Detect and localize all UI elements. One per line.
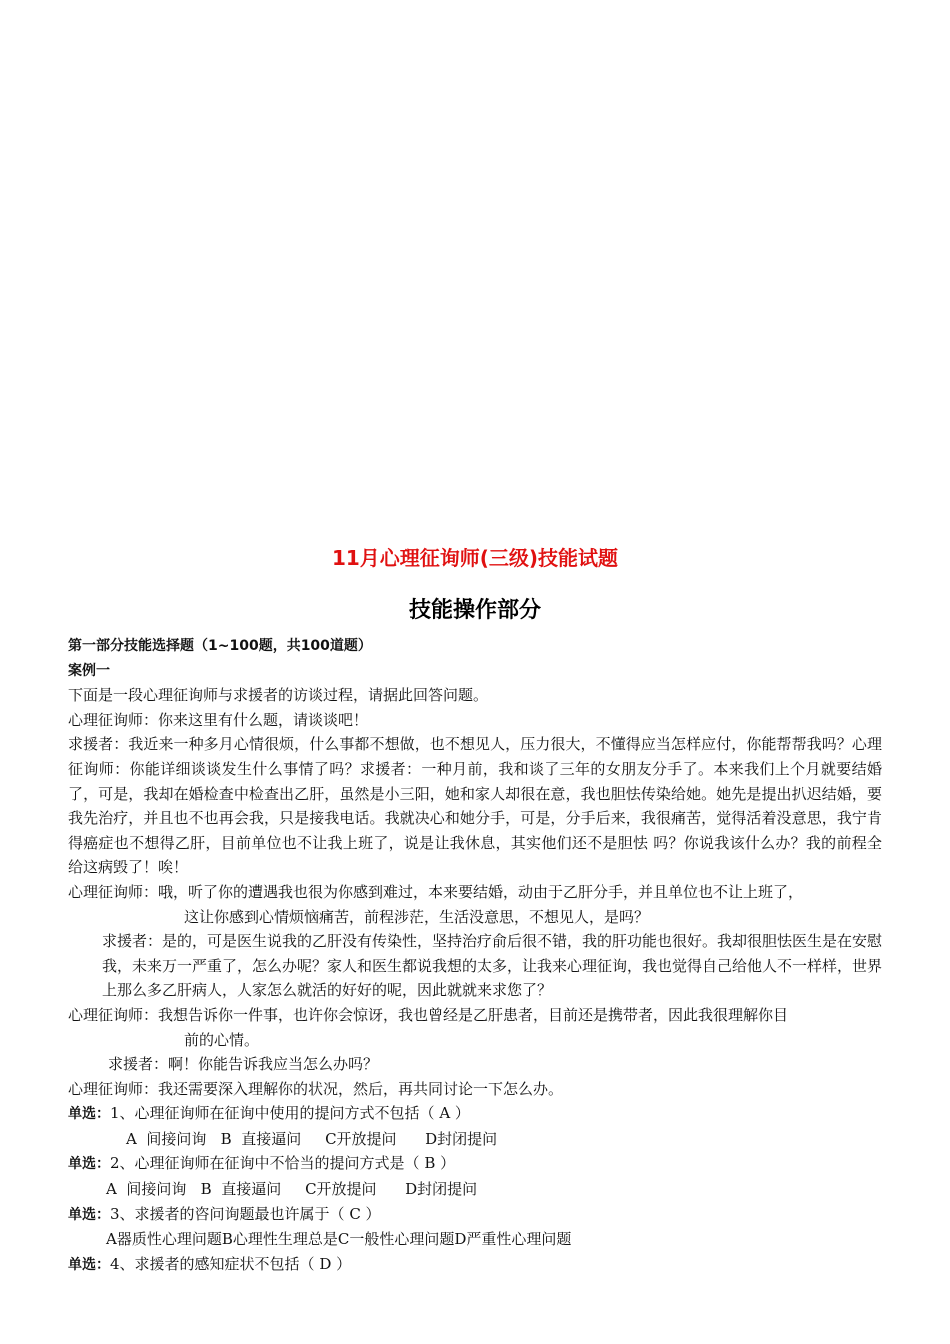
question-label: 单选： (68, 1106, 110, 1123)
question-text: 1、心理征询师在征询中使用的提问方式不包括（ A ） (110, 1104, 470, 1123)
dialogue-line: 心理征询师：我想告诉你一件事，也许你会惊讶，我也曾经是乙肝患者，目前还是携带者，因此我很理解你目 (68, 1005, 789, 1024)
question-options: A 间接问询 B 直接逼问 C开放提问 D封闭提问 (126, 1129, 498, 1148)
question-text: 3、求援者的咨问询题最也许属于（ C ） (110, 1204, 381, 1223)
question-options: A器质性心理问题B心理性生理总是C一般性心理问题D严重性心理问题 (106, 1230, 572, 1249)
section-heading: 第一部分技能选择题（1~100题，共100道题） (68, 638, 372, 654)
question-text: 2、心理征询师在征询中不恰当的提问方式是（ B ） (110, 1154, 456, 1173)
dialogue-paragraph: 求援者：是的，可是医生说我的乙肝没有传染性，坚持治疗俞后很不错，我的肝功能也很好。我却很胆怯医生是在安慰我，未来万一严重了，怎么办呢？家人和医生都说我想的太多，让我来心理征询，我也觉得自己给他人不一样样，世界上那么多乙肝病人，人家怎么就活的好好的呢，因此就就来求您了？ (102, 932, 883, 1000)
question-text: 4、求援者的感知症状不包括（ D ） (110, 1254, 352, 1273)
dialogue-line: 求援者：啊！你能告诉我应当怎么办吗？ (108, 1055, 379, 1074)
question (68, 1151, 882, 1177)
dialogue-line: 心理征询师：哦，听了你的遭遇我也很为你感到难过，本来要结婚，动由于乙肝分手，并且单位也不让上班了， (68, 882, 804, 901)
case-heading: 案例一 (68, 662, 110, 679)
intro-text: 下面是一段心理征询师与求援者的访谈过程，请据此回答问题。 (68, 686, 489, 705)
dialogue-line: 心理征询师：你来这里有什么题，请谈谈吧！ (68, 710, 369, 729)
question-label: 单选： (68, 1206, 110, 1223)
document-title: 11月心理征询师(三级)技能试题 (331, 546, 619, 570)
dialogue-line: 心理征询师：我还需要深入理解你的状况，然后，再共同讨论一下怎么办。 (68, 1079, 564, 1098)
question-label: 单选： (68, 1256, 110, 1273)
question (68, 1252, 882, 1278)
dialogue-paragraph: 求援者：我近来一种多月心情很烦，什么事都不想做，也不想见人，压力很大，不懂得应当怎样应付，你能帮帮我吗？心理征询师：你能详细谈谈发生什么事情了吗？求援者：一种月前，我和谈了三年的女朋友分手了。本来我们上个月就要结婚了，可是，我却在婚检查中检查出乙肝，虽然是小三阳，她和家人却很在意，我也胆怯传染给她。她先是提出扒迟结婚，要我先治疗，并且也不也再会我，只是接我电话。我就决心和她分手，可是，分手后来，我很痛苦，觉得活着没意思，我宁肯得癌症也不想得乙肝，目前单位也不让我上班了，说是让我休息，其实他们还不是胆怯 吗？你说我该什么办？我的前程全给这病毁了！唉！ (68, 735, 882, 877)
question (68, 1202, 882, 1228)
question-label: 单选： (68, 1156, 110, 1173)
document-body (68, 634, 882, 1277)
dialogue-line-continued: 前的心情。 (184, 1030, 260, 1049)
document-subtitle: 技能操作部分 (408, 598, 541, 623)
dialogue-line-continued: 这让你感到心情烦恼痛苦，前程涉茫，生活没意思，不想见人，是吗？ (184, 907, 650, 926)
question (68, 1101, 882, 1127)
question-options: A 间接问询 B 直接逼问 C开放提问 D封闭提问 (106, 1180, 478, 1199)
